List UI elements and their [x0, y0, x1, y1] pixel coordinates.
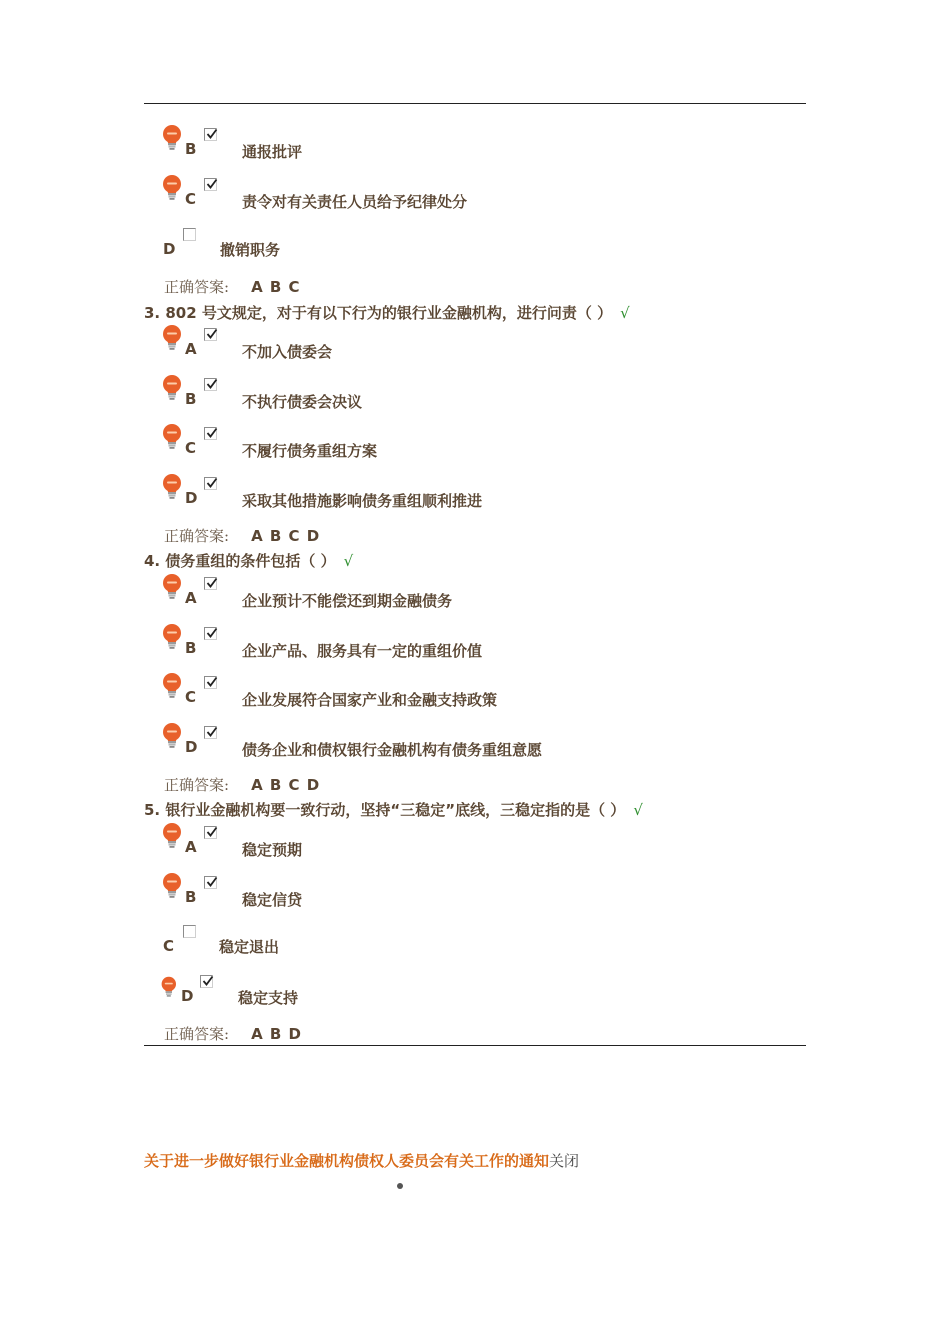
lightbulb-icon: [160, 976, 178, 998]
close-link[interactable]: 关闭: [549, 1152, 580, 1170]
correct-answer-value: A B C D: [251, 776, 321, 794]
option-checkbox[interactable]: [204, 378, 217, 391]
lightbulb-icon: [161, 623, 183, 651]
question-title: [144, 550, 353, 571]
option-letter: B: [185, 140, 197, 158]
option-checkbox[interactable]: [204, 178, 217, 191]
lightbulb-icon: [161, 872, 183, 900]
option-letter: C: [185, 439, 197, 457]
correct-answer-row: [164, 774, 320, 795]
option-text: 稳定预期: [242, 841, 303, 859]
option-d: [0, 473, 900, 513]
option-letter: D: [185, 738, 198, 756]
correct-answer-value: A B C D: [251, 527, 321, 545]
option-a: [0, 573, 900, 613]
option-checkbox[interactable]: [204, 427, 217, 440]
option-letter: A: [185, 838, 197, 856]
option-a: [0, 324, 900, 364]
correct-answer-value: A B C: [251, 278, 301, 296]
correct-answer-label: 正确答案:: [164, 776, 230, 794]
option-d: [0, 224, 900, 264]
option-a: [0, 822, 900, 862]
question-title: [144, 799, 643, 820]
option-letter: B: [185, 888, 197, 906]
option-text: 通报批评: [242, 143, 303, 161]
question-text: 4. 债务重组的条件包括（ ）: [144, 552, 336, 570]
option-text: 不履行债务重组方案: [242, 442, 378, 460]
option-text: 企业发展符合国家产业和金融支持政策: [242, 691, 498, 709]
option-checkbox[interactable]: [183, 228, 196, 241]
option-c: [0, 423, 900, 463]
option-letter: D: [181, 987, 194, 1005]
correct-answer-value: A B D: [251, 1025, 302, 1043]
option-checkbox[interactable]: [204, 328, 217, 341]
option-letter: C: [163, 937, 175, 955]
option-letter: C: [185, 190, 197, 208]
lightbulb-icon: [161, 473, 183, 501]
option-checkbox[interactable]: [204, 627, 217, 640]
option-text: 债务企业和债权银行金融机构有债务重组意愿: [242, 741, 543, 759]
lightbulb-icon: [161, 423, 183, 451]
option-checkbox[interactable]: [200, 975, 213, 988]
lightbulb-icon: [161, 324, 183, 352]
option-text: 稳定信贷: [242, 891, 303, 909]
lightbulb-icon: [161, 174, 183, 202]
option-d: [0, 972, 900, 1012]
top-divider: [144, 103, 806, 104]
bottom-divider: [144, 1045, 806, 1046]
option-letter: B: [185, 390, 197, 408]
lightbulb-icon: [161, 573, 183, 601]
option-checkbox[interactable]: [204, 826, 217, 839]
option-text: 稳定退出: [219, 938, 280, 956]
option-c: [0, 921, 900, 961]
notice-link[interactable]: 关于进一步做好银行业金融机构债权人委员会有关工作的通知: [144, 1152, 550, 1170]
option-text: 不加入债委会: [242, 343, 333, 361]
footer-row: [144, 1150, 579, 1171]
option-b: [0, 623, 900, 663]
correct-check-icon: √: [633, 801, 643, 819]
option-b: [0, 374, 900, 414]
lightbulb-icon: [161, 722, 183, 750]
option-letter: A: [185, 589, 197, 607]
option-text: 采取其他措施影响债务重组顺利推进: [242, 492, 483, 510]
option-c: [0, 672, 900, 712]
correct-answer-label: 正确答案:: [164, 1025, 230, 1043]
lightbulb-icon: [161, 822, 183, 850]
option-letter: B: [185, 639, 197, 657]
option-text: 撤销职务: [220, 241, 281, 259]
correct-check-icon: √: [343, 552, 354, 570]
question-text: 5. 银行业金融机构要一致行动，坚持“三稳定”底线，三稳定指的是（ ）: [144, 801, 626, 819]
option-text: 不执行债委会决议: [242, 393, 363, 411]
option-letter: C: [185, 688, 197, 706]
option-d: [0, 722, 900, 762]
correct-answer-row: [164, 525, 320, 546]
option-checkbox[interactable]: [183, 925, 196, 938]
correct-answer-row: [164, 1023, 302, 1044]
option-letter: D: [185, 489, 198, 507]
option-b: [0, 124, 900, 164]
option-text: 稳定支持: [238, 989, 299, 1007]
lightbulb-icon: [161, 124, 183, 152]
option-text: 企业产品、服务具有一定的重组价值: [242, 642, 483, 660]
option-c: [0, 174, 900, 214]
lightbulb-icon: [161, 672, 183, 700]
option-text: 责令对有关责任人员给予纪律处分: [242, 193, 468, 211]
correct-check-icon: √: [620, 304, 630, 322]
option-checkbox[interactable]: [204, 726, 217, 739]
question-title: [144, 302, 630, 323]
option-b: [0, 872, 900, 912]
option-letter: A: [185, 340, 197, 358]
correct-answer-label: 正确答案:: [164, 278, 230, 296]
bullet-dot: [397, 1183, 403, 1189]
option-checkbox[interactable]: [204, 676, 217, 689]
correct-answer-label: 正确答案:: [164, 527, 230, 545]
lightbulb-icon: [161, 374, 183, 402]
correct-answer-row: [164, 276, 301, 297]
option-checkbox[interactable]: [204, 876, 217, 889]
question-text: 3. 802 号文规定，对于有以下行为的银行业金融机构，进行问责（ ）: [144, 304, 613, 322]
option-checkbox[interactable]: [204, 577, 217, 590]
option-letter: D: [163, 240, 176, 258]
option-checkbox[interactable]: [204, 477, 217, 490]
option-checkbox[interactable]: [204, 128, 217, 141]
option-text: 企业预计不能偿还到期金融债务: [242, 592, 453, 610]
